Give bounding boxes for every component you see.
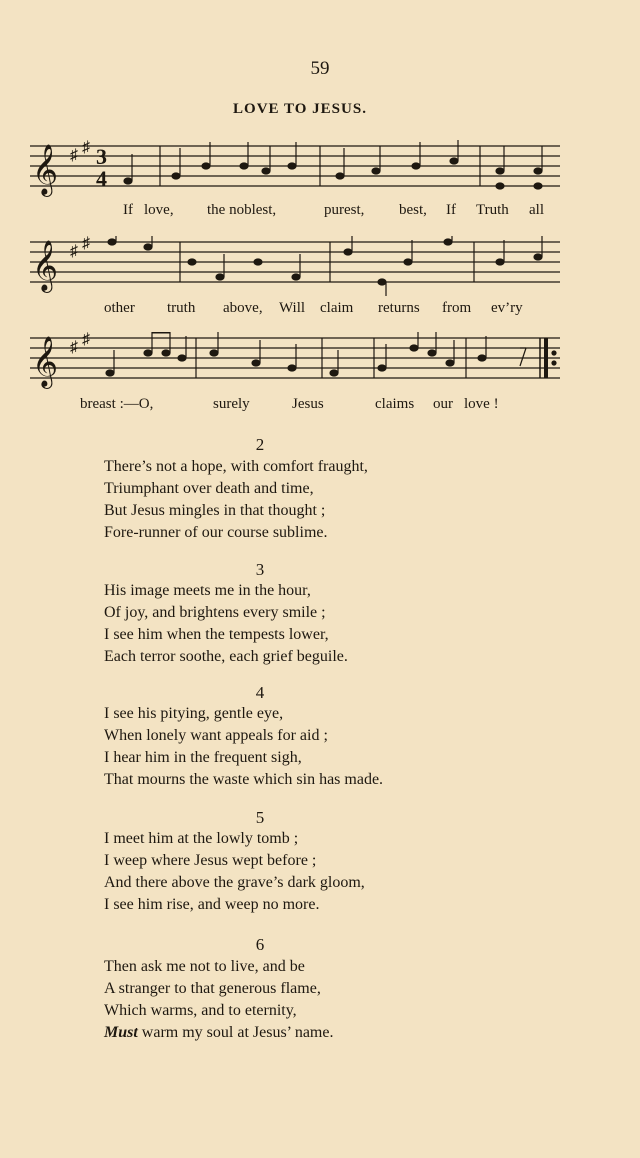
lyric-line-3 [0,396,640,416]
lyric-syllable: purest, [324,202,365,218]
verse-line: When lonely want appeals for aid ; [104,727,328,744]
music-staff-2 [30,236,570,296]
verse-line: But Jesus mingles in that thought ; [104,502,326,519]
lyric-syllable: the noblest, [207,202,277,218]
verse-line [104,1022,524,1044]
verse-number: 2 [255,435,265,454]
svg-text:♯: ♯ [70,243,78,260]
lyric-syllable: best, [399,202,427,218]
lyric-syllable: all [529,202,544,218]
svg-text:𝄞: 𝄞 [32,144,59,195]
lyric-syllable: Will [279,300,306,316]
staff-1-notation [30,140,570,200]
verse-number: 4 [255,683,265,702]
verse-line: There’s not a hope, with comfort fraught, [104,458,368,475]
lyric-syllable: above, [223,300,263,316]
emphasized-word: Must [104,1024,138,1041]
lyric-syllable: claim [320,300,354,316]
verse-line: I meet him at the lowly tomb ; [104,830,299,847]
svg-text:♯: ♯ [70,147,78,164]
verse-line: I see him rise, and weep no more. [104,896,320,913]
lyric-syllable: breast :—O, [80,396,154,412]
verse-line: Triumphant over death and time, [104,480,314,497]
staff-2-notation [30,236,570,300]
verse-6 [104,956,524,1044]
lyric-syllable: our [433,396,453,412]
lyric-syllable: love, [144,202,174,218]
svg-text:♯: ♯ [82,332,90,348]
verse-line: Each terror soothe, each grief beguile. [104,648,348,665]
verse-line: I hear him in the frequent sigh, [104,749,302,766]
verse-3 [104,580,524,668]
lyric-syllable: returns [378,300,420,316]
verse-number: 5 [255,808,265,827]
page-number: 59 [310,58,330,79]
verse-line: Fore-runner of our course sublime. [104,524,328,541]
time-signature-bottom: 4 [96,166,107,191]
verse-number: 3 [255,560,265,579]
verse-line: Then ask me not to live, and be [104,958,305,975]
verse-line: I see his pitying, gentle eye, [104,705,284,722]
verse-2 [104,456,524,544]
svg-text:♯: ♯ [70,339,78,356]
hymn-title: LOVE TO JESUS. [233,101,367,117]
verse-line: His image meets me in the hour, [104,582,311,599]
lyric-syllable: If [446,202,456,218]
svg-text:♯: ♯ [82,140,90,156]
verse-line: Of joy, and brightens every smile ; [104,604,326,621]
verse-line: I weep where Jesus wept before ; [104,852,317,869]
lyric-syllable: surely [213,396,250,412]
verse-5 [104,828,524,916]
svg-text:♯: ♯ [82,236,90,252]
lyric-syllable: love ! [464,396,499,412]
lyric-syllable: claims [375,396,415,412]
lyric-syllable: from [442,300,472,316]
verse-line: A stranger to that generous flame, [104,980,321,997]
verse-line-rest: warm my soul at Jesus’ name. [137,1024,334,1041]
staff-3-notation [30,332,570,392]
lyric-syllable: ev’ry [491,300,523,316]
verse-line: I see him when the tempests lower, [104,626,329,643]
lyric-syllable: truth [167,300,196,316]
svg-text:𝄞: 𝄞 [32,240,59,291]
svg-text:𝄞: 𝄞 [32,336,59,387]
verse-line: And there above the grave’s dark gloom, [104,874,365,891]
time-signature-top: 3 [96,144,107,169]
verse-line: Which warms, and to eternity, [104,1002,297,1019]
lyric-line-2 [0,300,640,320]
verse-line: That mourns the waste which sin has made. [104,771,384,788]
music-staff-3 [30,332,570,392]
lyric-syllable: other [104,300,135,316]
lyric-syllable: If [123,202,133,218]
verse-4 [104,703,524,791]
verse-number: 6 [255,935,265,954]
music-staff-1 [30,140,570,200]
lyric-syllable: Truth [476,202,509,218]
lyric-line-1 [0,202,640,222]
lyric-syllable: Jesus [292,396,324,412]
